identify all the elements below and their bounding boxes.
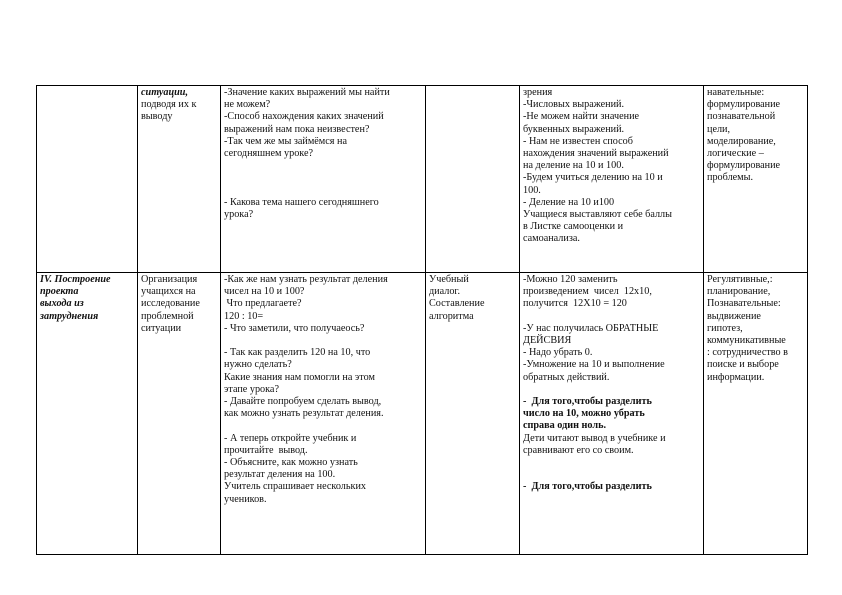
cell-text-line: получится 12Х10 = 120 [523,298,627,310]
cell-text-line: ДЕЙСВИЯ [523,335,572,346]
cell-text-line: проекта [40,286,79,298]
cell-text-line: -Будем учиться делению на 10 и [523,172,663,184]
cell-text-line: проблемной [141,310,194,322]
cell-text-line: сегодняшнем уроке? [224,148,314,160]
cell-text-line: ситуации, [141,87,189,98]
cell-text-line [224,172,422,184]
cell-text-line: формулирование [707,160,781,172]
cell-text-line: Организация [141,274,198,285]
method-cell [426,86,520,273]
cell-text-line: -Как же нам узнать результат деления [224,274,388,285]
student-activity-cell [520,86,704,273]
cell-text-line: информации. [707,371,765,383]
cell-text-line: зрения [523,87,553,98]
cell-text-line: алгоритма [429,310,474,322]
cell-text-line: -У нас получилась ОБРАТНЫЕ [523,322,659,334]
method-cell [426,273,520,555]
cell-text-line: - Для того,чтобы разделить [523,396,652,407]
cell-text-line: - Деление на 10 и100 [523,196,615,208]
cell-text-line: - Какова тема нашего сегодняшнего [224,196,379,208]
student-activity-cell [520,273,704,555]
cell-text-line: не можем? [224,99,271,111]
cell-text-line: 100. [523,184,541,196]
cell-text-line: Что предлагаете? [224,298,302,310]
teacher-activity-cell [138,86,221,273]
cell-text-line: 120 : 10= [224,310,264,322]
cell-text-line: -Значение каких выражений мы найти [224,87,390,98]
cell-text-line: Учебный [429,274,469,285]
cell-text-line: моделирование, [707,135,776,147]
cell-text-line: Регулятивные,: [707,274,773,285]
cell-text-line: Какие знания нам помогли на этом [224,371,375,383]
cell-text-line: Составление [429,298,485,310]
cell-text-line: - Что заметили, что получаеось? [224,322,365,334]
cell-text-line: чисел на 10 и 100? [224,286,305,298]
cell-text-line: цели, [707,123,731,135]
learning-outcomes-cell [704,86,808,273]
cell-text-line: произведением чисел 12х10, [523,286,652,298]
cell-text-line: -Умножение на 10 и выполнение [523,359,665,371]
lesson-plan-table [36,85,808,555]
cell-text-line: Дети читают вывод в учебнике и [523,432,666,444]
cell-text-line: - Объясните, как можно узнать [224,457,358,469]
cell-text-line [224,185,422,197]
cell-text-line: учащихся на [141,286,196,298]
cell-text-line: затруднения [40,310,99,322]
cell-text-line: число на 10, можно убрать [523,408,645,420]
teacher-questions-cell [221,86,426,273]
cell-text-line: выхода из [40,298,84,310]
cell-text-line: : сотрудничество в [707,347,788,359]
cell-text-line: выражений нам пока неизвестен? [224,123,370,135]
cell-text-line: в Листке самооценки и [523,221,624,233]
teacher-activity-cell [138,273,221,555]
cell-text-line: -Можно 120 заменить [523,274,618,285]
cell-text-line: исследование [141,298,200,310]
teacher-questions-cell [221,273,426,555]
table-row [37,273,808,555]
cell-text-line: на деление на 10 и 100. [523,160,624,172]
cell-text-line [523,384,700,396]
cell-text-line [224,160,422,172]
cell-text-line: урока? [224,208,254,220]
cell-text-line: -Числовых выражений. [523,99,625,111]
cell-text-line: - Надо убрать 0. [523,347,593,359]
cell-text-line: прочитайте вывод. [224,444,308,456]
cell-text-line [224,420,422,432]
cell-text-line: -Так чем же мы займёмся на [224,135,347,147]
cell-text-line: -Не можем найти значение [523,111,640,123]
learning-outcomes-cell [704,273,808,555]
stage-cell [37,273,138,555]
cell-text-line: самоанализа. [523,233,580,245]
cell-text-line: гипотез, [707,322,743,334]
cell-text-line: планирование, [707,286,771,298]
cell-text-line: Познавательные: [707,298,781,310]
cell-text-line: логические – [707,148,764,160]
cell-text-line: навательные: [707,87,765,98]
cell-text-line: Учащиеся выставляют себе баллы [523,209,672,221]
cell-text-line: сравнивают его со своим. [523,444,634,456]
cell-text-line: результат деления на 100. [224,469,336,481]
cell-text-line: - Так как разделить 120 на 10, что [224,347,371,359]
cell-text-line: - А теперь откройте учебник и [224,432,357,444]
cell-text-line: - Нам не известен способ [523,135,633,147]
cell-text-line: выдвижение [707,310,761,322]
cell-text-line: - Для того,чтобы разделить [523,481,652,493]
cell-text-line: коммуникативные [707,335,786,347]
cell-text-line: Учитель спрашивает нескольких [224,481,367,493]
cell-text-line: буквенных выражений. [523,123,625,135]
cell-text-line: обратных действий. [523,371,610,383]
cell-text-line: поиске и выборе [707,359,779,371]
table-row [37,86,808,273]
cell-text-line: выводу [141,111,173,123]
cell-text-line: IV. Построение [40,274,111,285]
cell-text-line: нахождения значений выражений [523,148,669,160]
cell-text-line: формулирование [707,99,781,111]
cell-text-line: ситуации [141,322,182,334]
cell-text-line: - Давайте попробуем сделать вывод, [224,396,382,408]
cell-text-line: диалог. [429,286,460,298]
cell-text-line: -Способ нахождения каких значений [224,111,384,123]
cell-text-line: подводя их к [141,99,197,111]
cell-text-line: проблемы. [707,172,754,184]
cell-text-line [224,335,422,347]
cell-text-line: этапе урока? [224,383,279,395]
cell-text-line: учеников. [224,493,267,505]
cell-text-line [523,311,700,323]
cell-text-line [523,469,700,481]
cell-text-line: нужно сделать? [224,359,292,371]
cell-text-line [523,457,700,469]
cell-text-line: как можно узнать результат деления. [224,408,384,420]
cell-text-line: познавательной [707,111,776,123]
cell-text-line: справа один ноль. [523,420,607,432]
stage-cell [37,86,138,273]
